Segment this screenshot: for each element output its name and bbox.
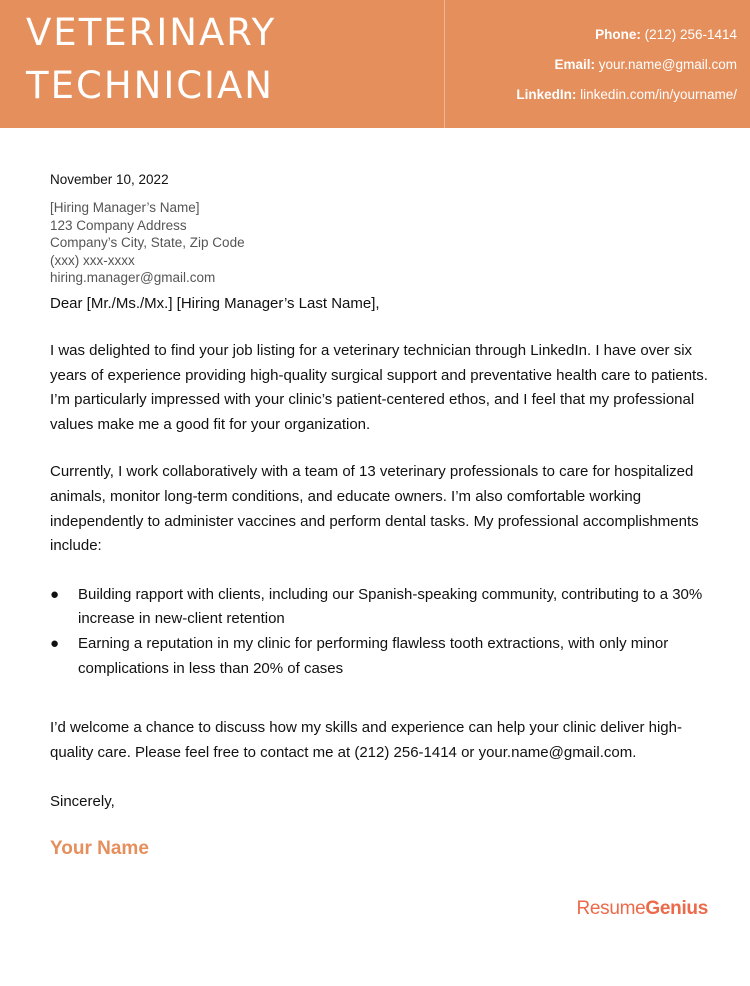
- list-item: [50, 632, 720, 681]
- email-value[interactable]: your.name@gmail.com: [598, 57, 737, 72]
- contact-info: [516, 20, 737, 110]
- accomplishments-list: [50, 583, 720, 681]
- logo-part-genius: Genius: [645, 898, 708, 919]
- phone-value: (212) 256-1414: [644, 27, 737, 42]
- job-title-line-2: TECHNICIAN: [26, 64, 274, 107]
- letter-date: November 10, 2022: [50, 172, 169, 187]
- letter-body: [50, 170, 720, 864]
- recipient-name: [Hiring Manager’s Name]: [50, 200, 200, 215]
- salutation: Dear [Mr./Ms./Mx.] [Hiring Manager’s Last Name],: [50, 294, 380, 312]
- bullet-icon: ●: [50, 634, 60, 652]
- list-item-text: Earning a reputation in my clinic for performing flawless tooth extractions, with only minor complications in less than 20% of cases: [78, 634, 669, 677]
- recipient-street: 123 Company Address: [50, 217, 187, 233]
- signature-name: Your Name: [50, 838, 149, 860]
- phone-label: Phone:: [595, 27, 641, 42]
- signoff: Sincerely,: [50, 793, 115, 811]
- linkedin-label: LinkedIn:: [516, 87, 577, 102]
- paragraph-intro: I was delighted to find your job listing for a veterinary technician through LinkedIn. I have over six years of experience providing high-quality surgical support and preventative health care to patients. I’m particularly impressed with your clinic’s patient-centered ethos, and I feel that my professional values make me a good fit for your organization.: [50, 341, 708, 433]
- list-item: [50, 583, 720, 632]
- job-title-line-1: VETERINARY: [26, 11, 277, 54]
- recipient-phone: (xxx) xxx-xxxx: [50, 252, 135, 268]
- paragraph-experience: Currently, I work collaboratively with a team of 13 veterinary professionals to care for hospitalized animals, monitor long-term conditions, and educate owners. I’m also comfortable working independently to administer vaccines and perform dental tasks. My professional accomplishments include:: [50, 463, 699, 555]
- paragraph-closing: I’d welcome a chance to discuss how my skills and experience can help your clinic deliver high-quality care. Please feel free to contact me at (212) 256-1414 or your.name@gmail.com.: [50, 719, 682, 761]
- contact-phone: [516, 20, 737, 50]
- logo-part-resume: Resume: [576, 898, 646, 919]
- header-divider: [444, 0, 445, 128]
- recipient-email: hiring.manager@gmail.com: [50, 270, 216, 286]
- contact-linkedin: [516, 80, 737, 110]
- linkedin-value[interactable]: linkedin.com/in/yourname/: [580, 87, 737, 102]
- job-title: [26, 6, 276, 112]
- email-label: Email:: [554, 57, 595, 72]
- bullet-icon: ●: [50, 585, 60, 603]
- contact-email: [516, 50, 737, 80]
- list-item-text: Building rapport with clients, including our Spanish-speaking community, contributing to a 30% increase in new-client retention: [78, 585, 703, 628]
- recipient-city: Company’s City, State, Zip Code: [50, 235, 245, 251]
- header-banner: [0, 0, 750, 128]
- recipient-address: [50, 199, 720, 287]
- resume-genius-logo: [576, 898, 708, 920]
